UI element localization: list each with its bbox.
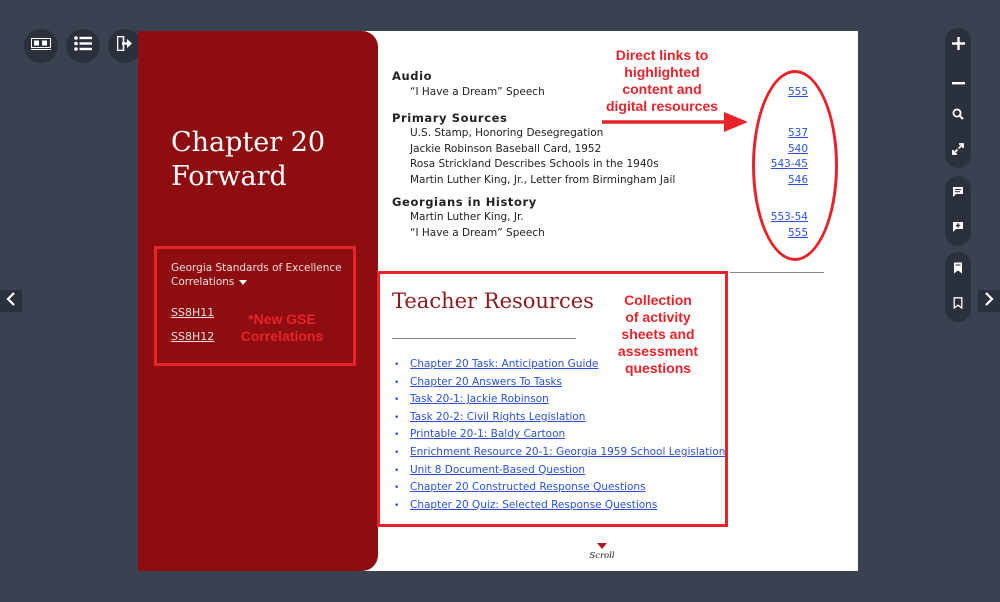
scroll-down-icon xyxy=(597,543,607,549)
annotation-gse xyxy=(222,311,342,345)
page-link[interactable]: 543-45 xyxy=(770,158,808,170)
standard-link-ss8h12[interactable]: SS8H12 xyxy=(171,330,215,343)
resource-link[interactable]: Chapter 20 Task: Anticipation Guide xyxy=(410,358,599,370)
search-icon xyxy=(952,107,964,125)
page-link[interactable]: 537 xyxy=(787,127,808,139)
annotation-line: Correlations xyxy=(240,328,324,344)
zoom-out-icon xyxy=(952,72,965,90)
annotation-line: sheets and xyxy=(621,326,695,342)
annotation-line: of activity xyxy=(625,309,691,325)
resource-label: “I Have a Dream” Speech xyxy=(410,227,545,239)
chapter-title-line1: Chapter 20 xyxy=(171,127,326,158)
chapter-title-line2: Forward xyxy=(171,161,287,192)
annotation-line: digital resources xyxy=(605,98,719,114)
resource-link[interactable]: Chapter 20 Constructed Response Questions xyxy=(410,481,646,494)
comment-icon xyxy=(952,185,964,203)
gse-label-line2: Correlations xyxy=(171,276,235,288)
resource-label: Martin Luther King, Jr., Letter from Birmingham Jail xyxy=(410,174,676,186)
chevron-right-icon xyxy=(984,292,994,311)
annotation-line: *New GSE xyxy=(248,311,316,327)
list-icon xyxy=(74,36,92,56)
resource-label: “I Have a Dream” Speech xyxy=(410,86,545,98)
previous-page-button[interactable] xyxy=(0,290,22,312)
section-heading-primary-sources: Primary Sources xyxy=(392,111,508,125)
resource-label: Martin Luther King, Jr. xyxy=(410,211,524,223)
comments-button[interactable] xyxy=(945,176,971,211)
page-link[interactable]: 553-54 xyxy=(770,211,808,223)
section-divider xyxy=(730,272,824,273)
next-page-button[interactable] xyxy=(978,290,1000,312)
resource-label: U.S. Stamp, Honoring Desegregation xyxy=(410,127,604,139)
fullscreen-button[interactable] xyxy=(945,133,971,168)
page-link[interactable]: 546 xyxy=(787,174,808,186)
scroll-label: Scroll xyxy=(589,551,615,561)
zoom-in-button[interactable] xyxy=(945,28,971,63)
page-link[interactable]: 555 xyxy=(787,227,808,239)
section-heading-georgians-in-history: Georgians in History xyxy=(392,195,537,209)
zoom-in-icon xyxy=(952,37,965,55)
page-link[interactable]: 540 xyxy=(787,143,808,155)
annotation-line: Collection xyxy=(624,292,692,308)
annotation-line: Direct links to xyxy=(615,47,709,63)
add-comment-icon xyxy=(952,220,964,238)
bullet-icon: • xyxy=(394,430,400,441)
resource-row xyxy=(410,143,808,158)
annotation-line: assessment xyxy=(617,343,699,359)
bookmarks-list-button[interactable] xyxy=(945,287,971,322)
bullet-icon: • xyxy=(394,500,400,511)
standard-link-ss8h11[interactable]: SS8H11 xyxy=(171,306,215,319)
resource-row xyxy=(410,227,808,242)
gse-label-line1: Georgia Standards of Excellence xyxy=(171,262,342,274)
notes-toolbar xyxy=(945,176,971,246)
resource-row xyxy=(410,174,808,189)
expand-icon xyxy=(952,142,964,160)
add-comment-button[interactable] xyxy=(945,211,971,246)
bookmark-toolbar xyxy=(945,252,971,322)
resource-label: Jackie Robinson Baseball Card, 1952 xyxy=(410,143,602,155)
resource-link[interactable]: Task 20-1: Jackie Robinson xyxy=(410,393,549,406)
bullet-icon: • xyxy=(394,360,400,370)
resource-link[interactable]: Printable 20-1: Baldy Cartoon xyxy=(410,428,566,441)
exit-button[interactable] xyxy=(108,29,142,63)
resource-link[interactable]: Task 20-2: Civil Rights Legislation xyxy=(410,410,586,423)
slideshow-button[interactable] xyxy=(24,29,58,63)
bullet-icon: • xyxy=(394,465,400,476)
search-button[interactable] xyxy=(945,98,971,133)
bullet-icon: • xyxy=(394,447,400,458)
bullet-icon: • xyxy=(394,395,400,406)
bullet-icon: • xyxy=(394,412,400,423)
annotation-line: highlighted xyxy=(624,64,700,80)
bookmark-button[interactable] xyxy=(945,252,971,287)
annotation-direct-links xyxy=(594,47,730,115)
bookmark-icon xyxy=(953,261,963,279)
annotation-ellipse-page-links xyxy=(752,70,838,261)
resource-link[interactable]: Enrichment Resource 20-1: Georgia 1959 School Legislation xyxy=(410,445,726,458)
section-heading-audio: Audio xyxy=(392,69,433,83)
bullet-icon: • xyxy=(394,483,400,494)
resource-row xyxy=(410,211,808,226)
annotation-line: questions xyxy=(624,360,692,376)
page-link[interactable]: 555 xyxy=(787,86,808,98)
zoom-out-button[interactable] xyxy=(945,63,971,98)
slideshow-icon xyxy=(31,37,51,55)
bookmark-outline-icon xyxy=(953,296,963,314)
chevron-left-icon xyxy=(6,292,16,311)
resource-link[interactable]: Unit 8 Document-Based Question xyxy=(410,463,586,476)
annotation-box-gse xyxy=(154,246,356,366)
exit-icon xyxy=(117,36,133,56)
chapter-title xyxy=(171,126,371,194)
bullet-icon: • xyxy=(394,377,400,388)
table-of-contents-button[interactable] xyxy=(66,29,100,63)
resource-link[interactable]: Chapter 20 Quiz: Selected Response Questions xyxy=(410,498,658,511)
teacher-resources-title: Teacher Resources xyxy=(392,289,594,313)
scroll-indicator[interactable] xyxy=(588,543,616,561)
annotation-collection xyxy=(598,292,718,377)
zoom-toolbar xyxy=(945,28,971,168)
annotation-line: content and xyxy=(622,81,702,97)
resource-link[interactable]: Chapter 20 Answers To Tasks xyxy=(410,375,563,388)
annotation-arrow xyxy=(600,110,750,134)
resource-label: Rosa Strickland Describes Schools in the 1940s xyxy=(410,158,659,170)
resource-row xyxy=(410,158,808,173)
